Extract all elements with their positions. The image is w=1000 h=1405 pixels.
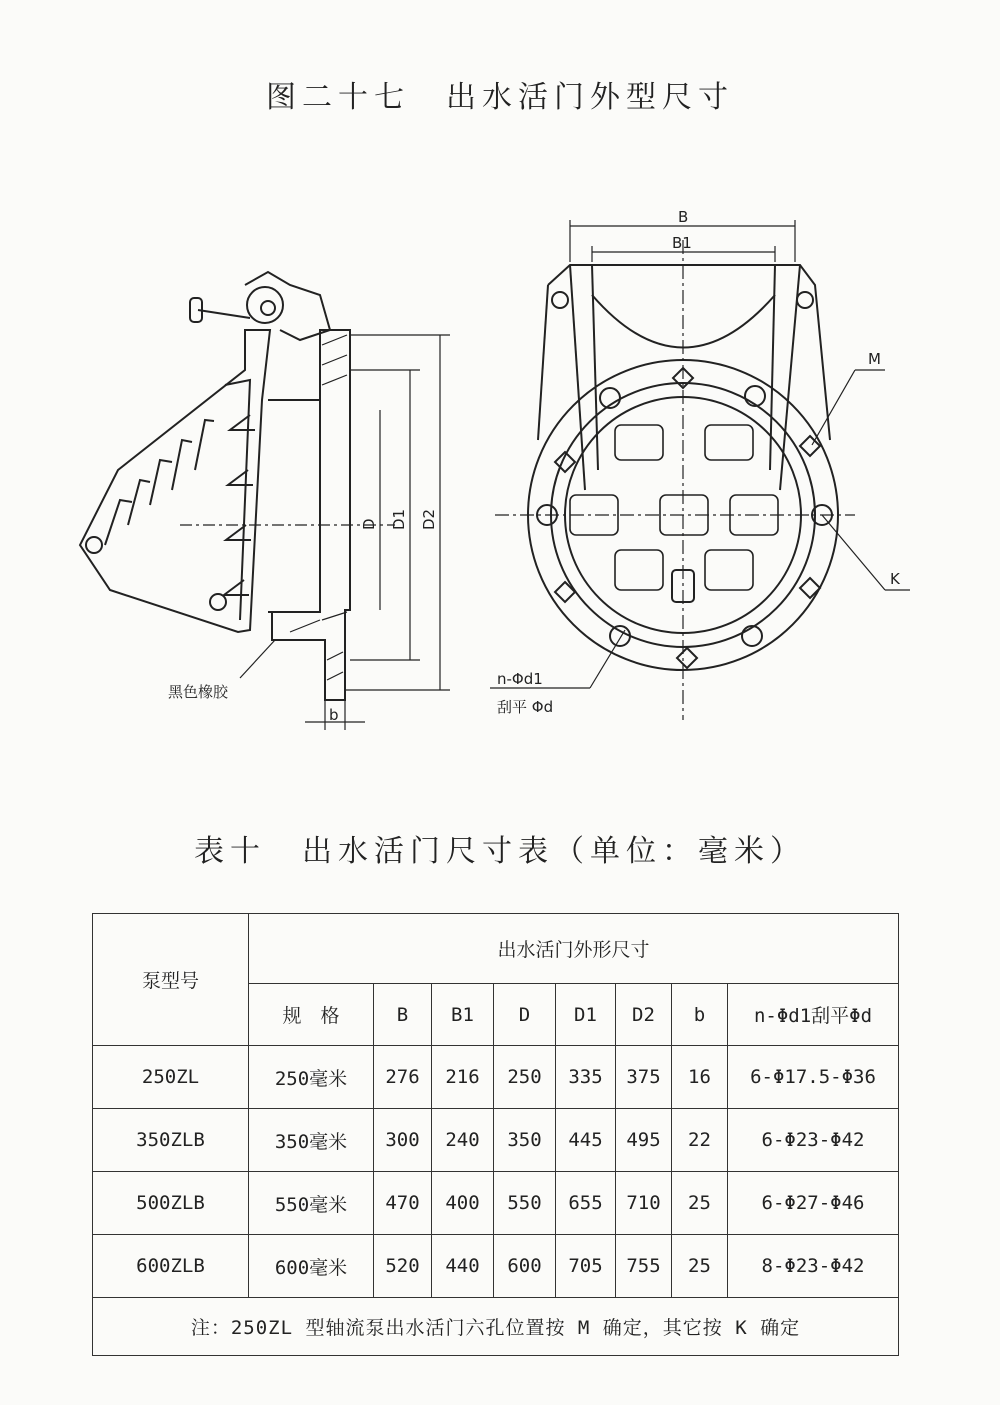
- label-flat: 刮平 Φd: [497, 698, 554, 716]
- cell-d1: 445: [556, 1109, 616, 1172]
- cell-d: 250: [494, 1046, 556, 1109]
- cell-holes: 6-Φ17.5-Φ36: [728, 1046, 899, 1109]
- cell-b-width: 300: [374, 1109, 432, 1172]
- cell-d2: 375: [616, 1046, 672, 1109]
- cell-b1: 400: [432, 1172, 494, 1235]
- cell-d2: 710: [616, 1172, 672, 1235]
- table-title: 表十 出水活门尺寸表（单位：毫米）: [194, 834, 806, 869]
- cell-d1: 655: [556, 1172, 616, 1235]
- cell-d: 600: [494, 1235, 556, 1298]
- col-header: D2: [616, 984, 672, 1046]
- cell-d2: 495: [616, 1109, 672, 1172]
- cell-b1: 216: [432, 1046, 494, 1109]
- dim-label-d2: D2: [420, 508, 438, 530]
- cell-b-width: 520: [374, 1235, 432, 1298]
- table-note: 注：250ZL 型轴流泵出水活门六孔位置按 M 确定，其它按 K 确定: [93, 1298, 899, 1356]
- cell-spec: 250毫米: [249, 1046, 374, 1109]
- cell-pump: 600ZLB: [93, 1235, 249, 1298]
- label-bolt-holes: n-Φd1: [497, 670, 543, 688]
- dim-label-b-width: B: [678, 208, 689, 226]
- col-header: D1: [556, 984, 616, 1046]
- label-m: M: [868, 350, 881, 368]
- cell-b: 22: [672, 1109, 728, 1172]
- cell-d1: 335: [556, 1046, 616, 1109]
- col-header: B: [374, 984, 432, 1046]
- dim-label-b: b: [329, 706, 339, 724]
- cell-pump: 500ZLB: [93, 1172, 249, 1235]
- cell-spec: 600毫米: [249, 1235, 374, 1298]
- col-header: B1: [432, 984, 494, 1046]
- dimension-table: [92, 913, 899, 1356]
- cell-d: 350: [494, 1109, 556, 1172]
- cell-holes: 8-Φ23-Φ42: [728, 1235, 899, 1298]
- cell-b: 25: [672, 1235, 728, 1298]
- cell-holes: 6-Φ23-Φ42: [728, 1109, 899, 1172]
- table-row: [93, 1046, 899, 1109]
- cell-spec: 350毫米: [249, 1109, 374, 1172]
- cell-d: 550: [494, 1172, 556, 1235]
- col-header: n-Φd1刮平Φd: [728, 984, 899, 1046]
- header-group: 出水活门外形尺寸: [249, 914, 899, 984]
- table-row: [93, 1109, 899, 1172]
- label-rubber: 黑色橡胶: [168, 683, 229, 701]
- cell-b-width: 276: [374, 1046, 432, 1109]
- header-pump-model: 泵型号: [93, 914, 249, 1046]
- cell-spec: 550毫米: [249, 1172, 374, 1235]
- cell-d1: 705: [556, 1235, 616, 1298]
- front-view: [490, 220, 910, 720]
- cell-pump: 250ZL: [93, 1046, 249, 1109]
- table-row: [93, 1235, 899, 1298]
- cell-d2: 755: [616, 1235, 672, 1298]
- col-header: D: [494, 984, 556, 1046]
- dim-label-d1: D1: [390, 508, 408, 530]
- figure-title: 图二十七 出水活门外型尺寸: [266, 80, 734, 115]
- cell-b1: 440: [432, 1235, 494, 1298]
- side-view: [80, 272, 450, 730]
- col-header: b: [672, 984, 728, 1046]
- dim-label-b1: B1: [672, 234, 692, 252]
- cell-pump: 350ZLB: [93, 1109, 249, 1172]
- table-row: [93, 1172, 899, 1235]
- cell-b: 25: [672, 1172, 728, 1235]
- cell-b: 16: [672, 1046, 728, 1109]
- cell-holes: 6-Φ27-Φ46: [728, 1172, 899, 1235]
- label-k: K: [890, 570, 900, 588]
- dim-label-d: D: [360, 518, 378, 530]
- cell-b1: 240: [432, 1109, 494, 1172]
- col-header: 规 格: [249, 984, 374, 1046]
- cell-b-width: 470: [374, 1172, 432, 1235]
